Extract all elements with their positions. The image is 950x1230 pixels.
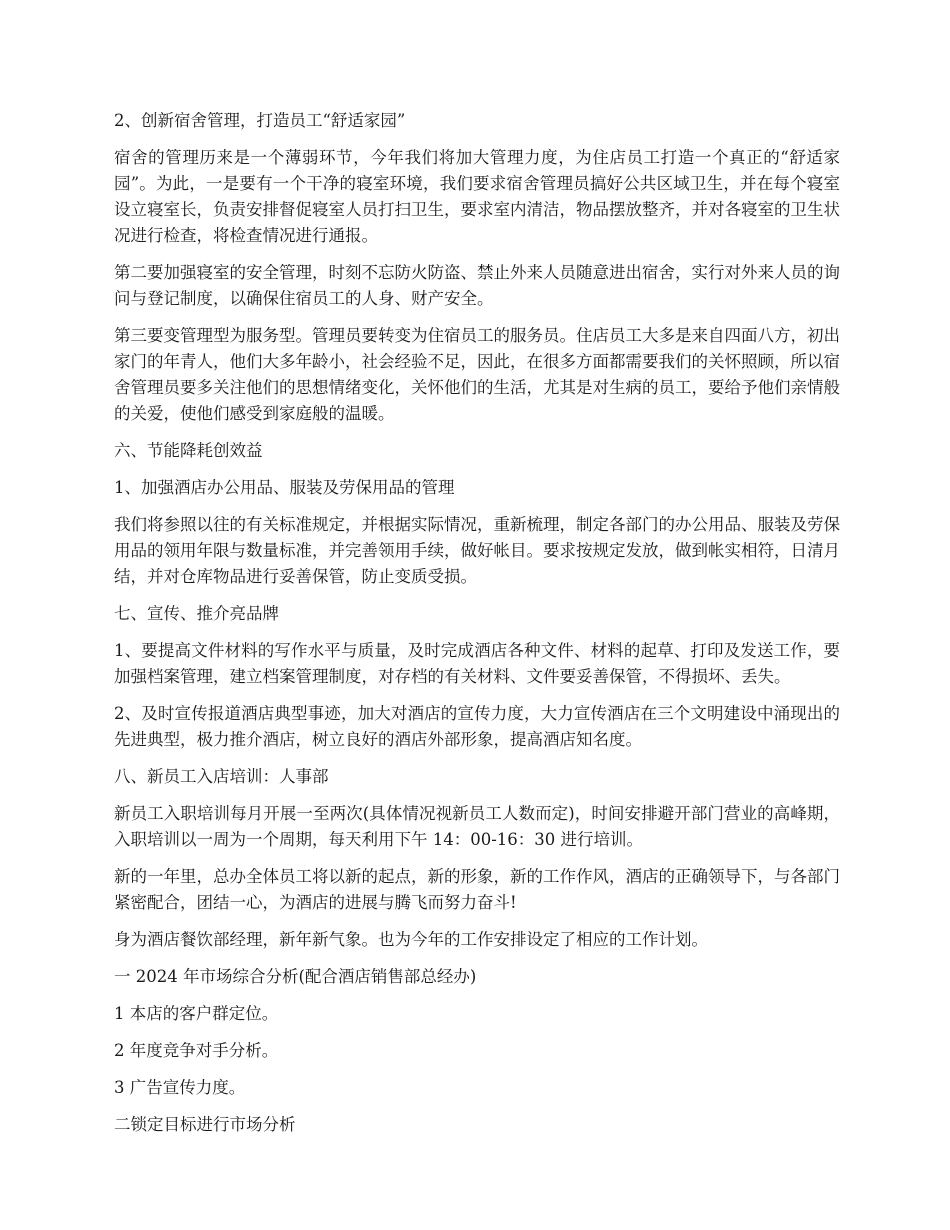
paragraph-new-year: 新的一年里，总办全体员工将以新的起点，新的形象，新的工作作风，酒店的正确领导下，与各部门紧密配合，团结一心，为酒店的进展与腾飞而努力奋斗! [114, 867, 840, 912]
list-heading-target-market: 二锁定目标进行市场分析 [114, 1115, 296, 1134]
paragraph-dormitory-safety: 第二要加强寝室的安全管理，时刻不忘防火防盗、禁止外来人员随意进出宿舍，实行对外来人员的询问与登记制度，以确保住宿员工的人身、财产安全。 [114, 263, 840, 308]
list-item-customer-positioning: 1 本店的客户群定位。 [114, 1004, 279, 1023]
paragraph-publicity: 2、及时宣传报道酒店典型事迹，加大对酒店的宣传力度，大力宣传酒店在三个文明建设中涌现出的先进典型，极力推介酒店，树立良好的酒店外部形象，提高酒店知名度。 [114, 704, 840, 749]
paragraph-dormitory-cleanliness: 宿舍的管理历来是一个薄弱环节，今年我们将加大管理力度，为住店员工打造一个真正的“舒适家园”。为此，一是要有一个干净的寝室环境，我们要求宿舍管理员搞好公共区域卫生，并在每个寝室设立寝室长，负责安排督促寝室人员打扫卫生，要求室内清洁，物品摆放整齐，并对各寝室的卫生状况进行检查，将检查情况进行通报。 [114, 148, 840, 245]
paragraph-training: 新员工入职培训每月开展一至两次(具体情况视新员工人数而定)，时间安排避开部门营业的高峰期，入职培训以一周为一个周期，每天利用下午 14：00-16：30 进行培训。 [114, 804, 840, 849]
list-item-competitor-analysis: 2 年度竞争对手分析。 [114, 1041, 279, 1060]
section-heading-energy-saving: 六、节能降耗创效益 [114, 441, 263, 460]
paragraph-catering-plan: 身为酒店餐饮部经理，新年新气象。也为今年的工作安排设定了相应的工作计划。 [114, 930, 708, 949]
paragraph-document-writing: 1、要提高文件材料的写作水平与质量，及时完成酒店各种文件、材料的起草、打印及发送工作，要加强档案管理，建立档案管理制度，对存档的有关材料、文件要妥善保管，不得损坏、丢失。 [114, 641, 840, 686]
list-heading-market-analysis: 一 2024 年市场综合分析(配合酒店销售部总经办) [114, 967, 477, 986]
section-heading-dormitory: 2、创新宿舍管理，打造员工“舒适家园” [114, 111, 406, 130]
paragraph-supplies-management: 我们将参照以往的有关标准规定，并根据实际情况，重新梳理，制定各部门的办公用品、服装及劳保用品的领用年限与数量标准，并完善领用手续，做好帐目。要求按规定发放，做到帐实相符，日清月结，并对仓库物品进行妥善保管，防止变质受损。 [114, 515, 840, 586]
section-heading-publicity: 七、宣传、推介亮品牌 [114, 604, 279, 623]
section-heading-training: 八、新员工入店培训：人事部 [114, 767, 329, 786]
subheading-supplies-management: 1、加强酒店办公用品、服装及劳保用品的管理 [114, 478, 455, 497]
paragraph-dormitory-service: 第三要变管理型为服务型。管理员要转变为住宿员工的服务员。住店员工大多是来自四面八方，初出家门的年青人，他们大多年龄小，社会经验不足，因此，在很多方面都需要我们的关怀照顾，所以宿舍管理员要多关注他们的思想情绪变化，关怀他们的生活，尤其是对生病的员工，要给予他们亲情般的关爱，使他们感受到家庭般的温暖。 [114, 326, 840, 423]
list-item-advertising: 3 广告宣传力度。 [114, 1078, 246, 1097]
